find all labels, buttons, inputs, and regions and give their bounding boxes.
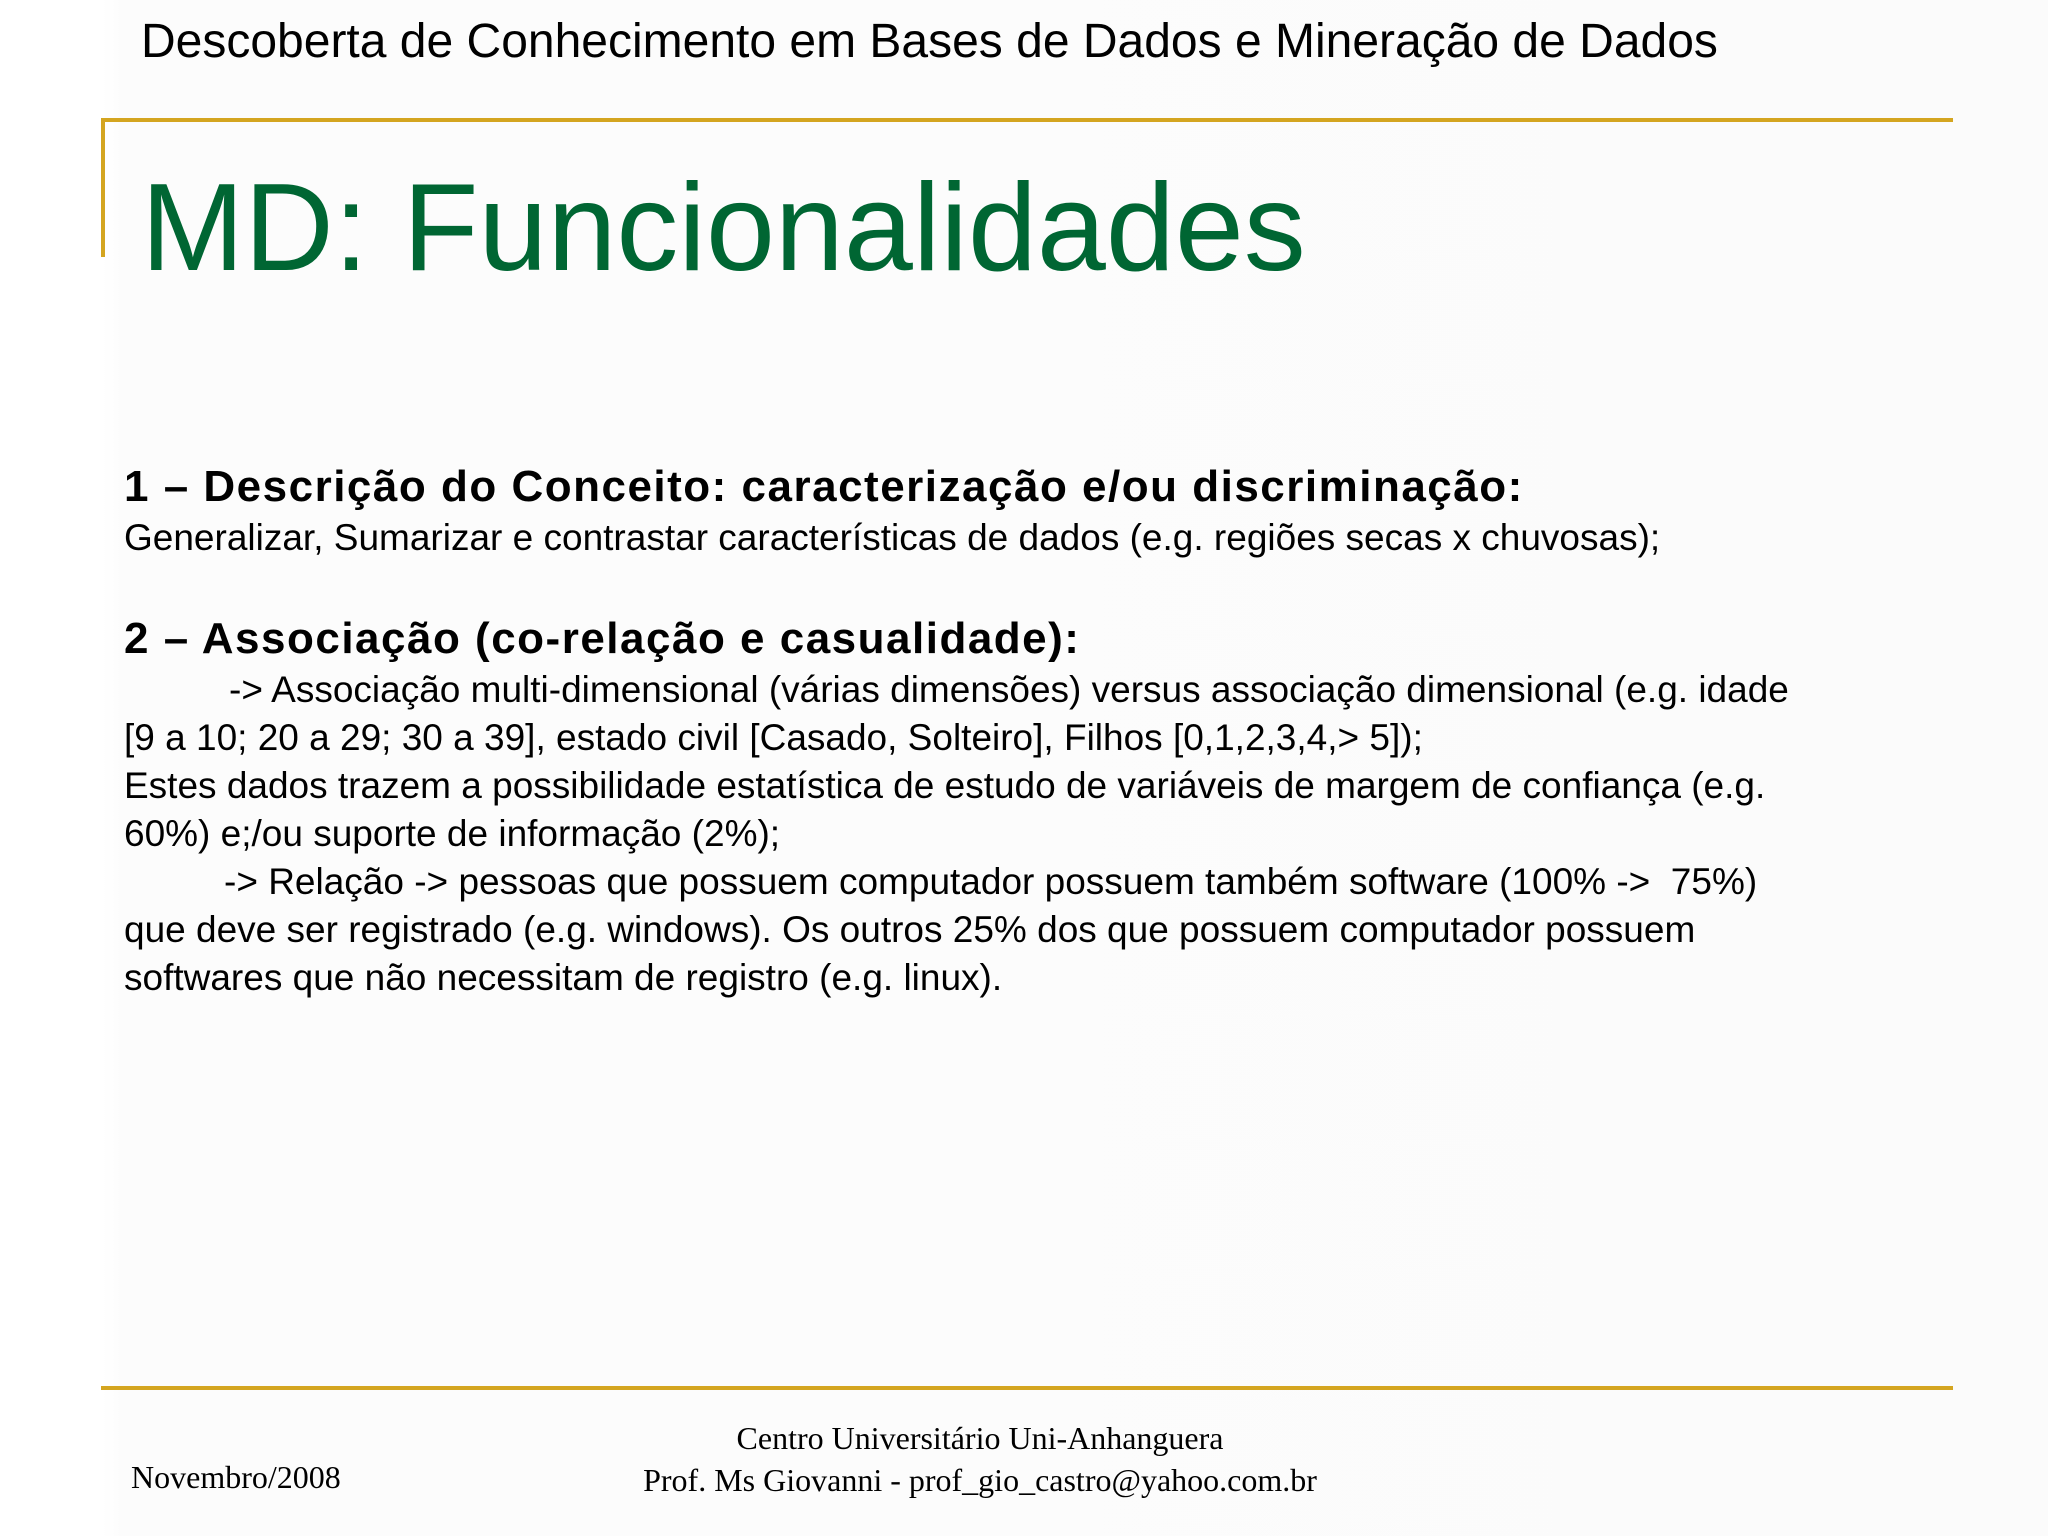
footer-date: Novembro/2008 (131, 1459, 341, 1495)
section-1-heading: 1 – Descrição do Conceito: caracterização e/ou discriminação: (124, 462, 1524, 511)
section-1-text: Generalizar, Sumarizar e contrastar características de dados (e.g. regiões secas x chuvosas); (124, 517, 1661, 558)
section-2-para3-line3: softwares que não necessitam de registro (e.g. linux). (124, 957, 1003, 998)
header-title: Descoberta de Conhecimento em Bases de Dados e Mineração de Dados (141, 15, 1718, 68)
section-2-para2-line2: 60%) e;/ou suporte de informação (2%); (124, 813, 781, 854)
top-divider (101, 118, 1953, 122)
slide-title: MD: Funcionalidades (141, 159, 1306, 297)
section-2-para1-line1: -> Associação multi-dimensional (várias dimensões) versus associação dimensional (e.g. idade (229, 669, 1789, 710)
slide-content (124, 460, 1954, 1002)
left-accent-divider (101, 118, 105, 257)
section-2-para1-line2: [9 a 10; 20 a 29; 30 a 39], estado civil [Casado, Solteiro], Filhos [0,1,2,3,4,> 5]); (124, 717, 1423, 758)
section-2-para3-line1: -> Relação -> pessoas que possuem computador possuem também software (100% -> 75%) (224, 861, 1758, 902)
footer-credits (580, 1417, 1380, 1501)
section-2-para2-line1: Estes dados trazem a possibilidade estatística de estudo de variáveis de margem de confiança (e.g. (124, 765, 1766, 806)
bottom-divider (101, 1386, 1953, 1390)
section-2-heading: 2 – Associação (co-relação e casualidade): (124, 614, 1081, 663)
section-2-para3-line2: que deve ser registrado (e.g. windows). Os outros 25% dos que possuem computador possuem (124, 909, 1696, 950)
footer-institution: Centro Universitário Uni-Anhanguera (736, 1420, 1224, 1456)
footer-author: Prof. Ms Giovanni - prof_gio_castro@yahoo.com.br (643, 1462, 1317, 1498)
section-spacer (124, 562, 1954, 612)
